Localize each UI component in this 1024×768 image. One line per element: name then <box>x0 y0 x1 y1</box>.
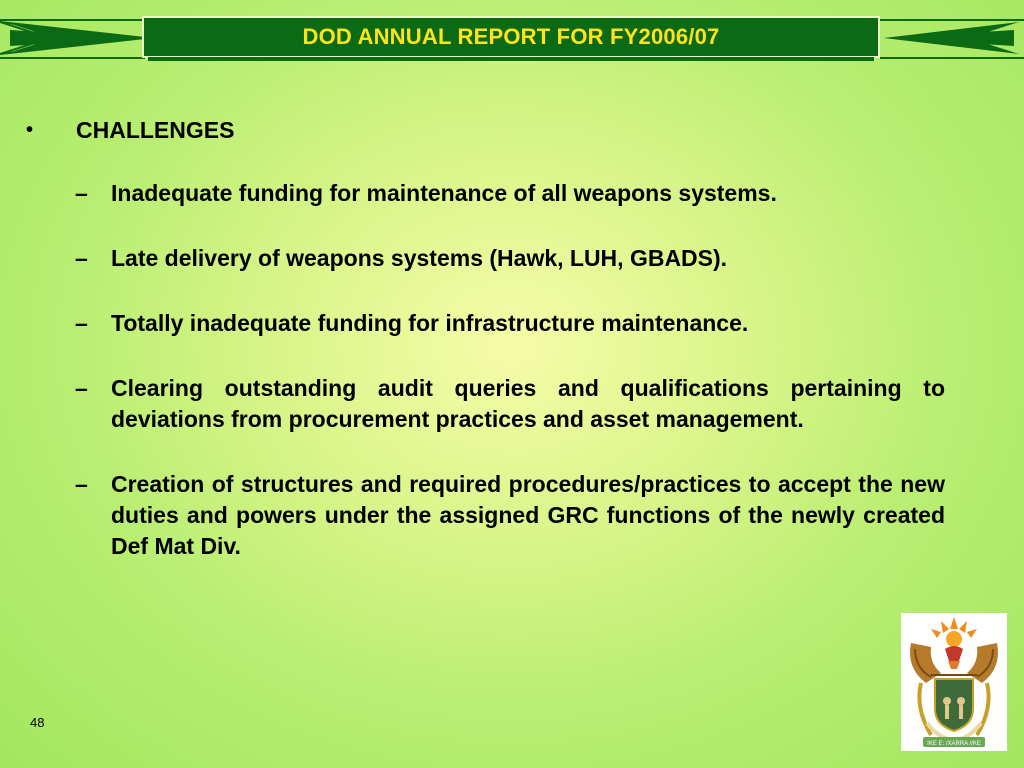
section-heading <box>26 117 234 144</box>
coat-of-arms-icon <box>901 613 1007 751</box>
dash-icon: – <box>75 375 88 401</box>
list-item <box>75 469 945 562</box>
dash-icon: – <box>75 471 88 497</box>
coat-of-arms-logo <box>901 613 1007 751</box>
list-item <box>75 308 945 339</box>
heading-text: CHALLENGES <box>76 117 235 143</box>
bullet-icon: • <box>26 119 34 141</box>
dash-icon: – <box>75 245 88 271</box>
header-banner <box>0 0 1024 70</box>
svg-text:!KE E: /XARRA //KE: !KE E: /XARRA //KE <box>927 741 981 747</box>
challenge-list <box>75 178 945 596</box>
list-item <box>75 373 945 435</box>
dash-icon: – <box>75 310 88 336</box>
list-item-text: Creation of structures and required procedures/practices to accept the new duties and powers under the assigned GRC functions of the newly created Def Mat Div. <box>111 471 945 559</box>
page-title: DOD ANNUAL REPORT FOR FY2006/07 <box>302 24 720 49</box>
list-item-text: Inadequate funding for maintenance of all weapons systems. <box>111 180 777 206</box>
list-item-text: Totally inadequate funding for infrastructure maintenance. <box>111 310 749 336</box>
list-item <box>75 178 945 209</box>
list-item-text: Clearing outstanding audit queries and qualifications pertaining to deviations from procurement practices and asset management. <box>111 375 945 432</box>
list-item-text: Late delivery of weapons systems (Hawk, LUH, GBADS). <box>111 245 728 271</box>
dash-icon: – <box>75 180 88 206</box>
page-number: 48 <box>30 715 45 730</box>
list-item <box>75 243 945 274</box>
